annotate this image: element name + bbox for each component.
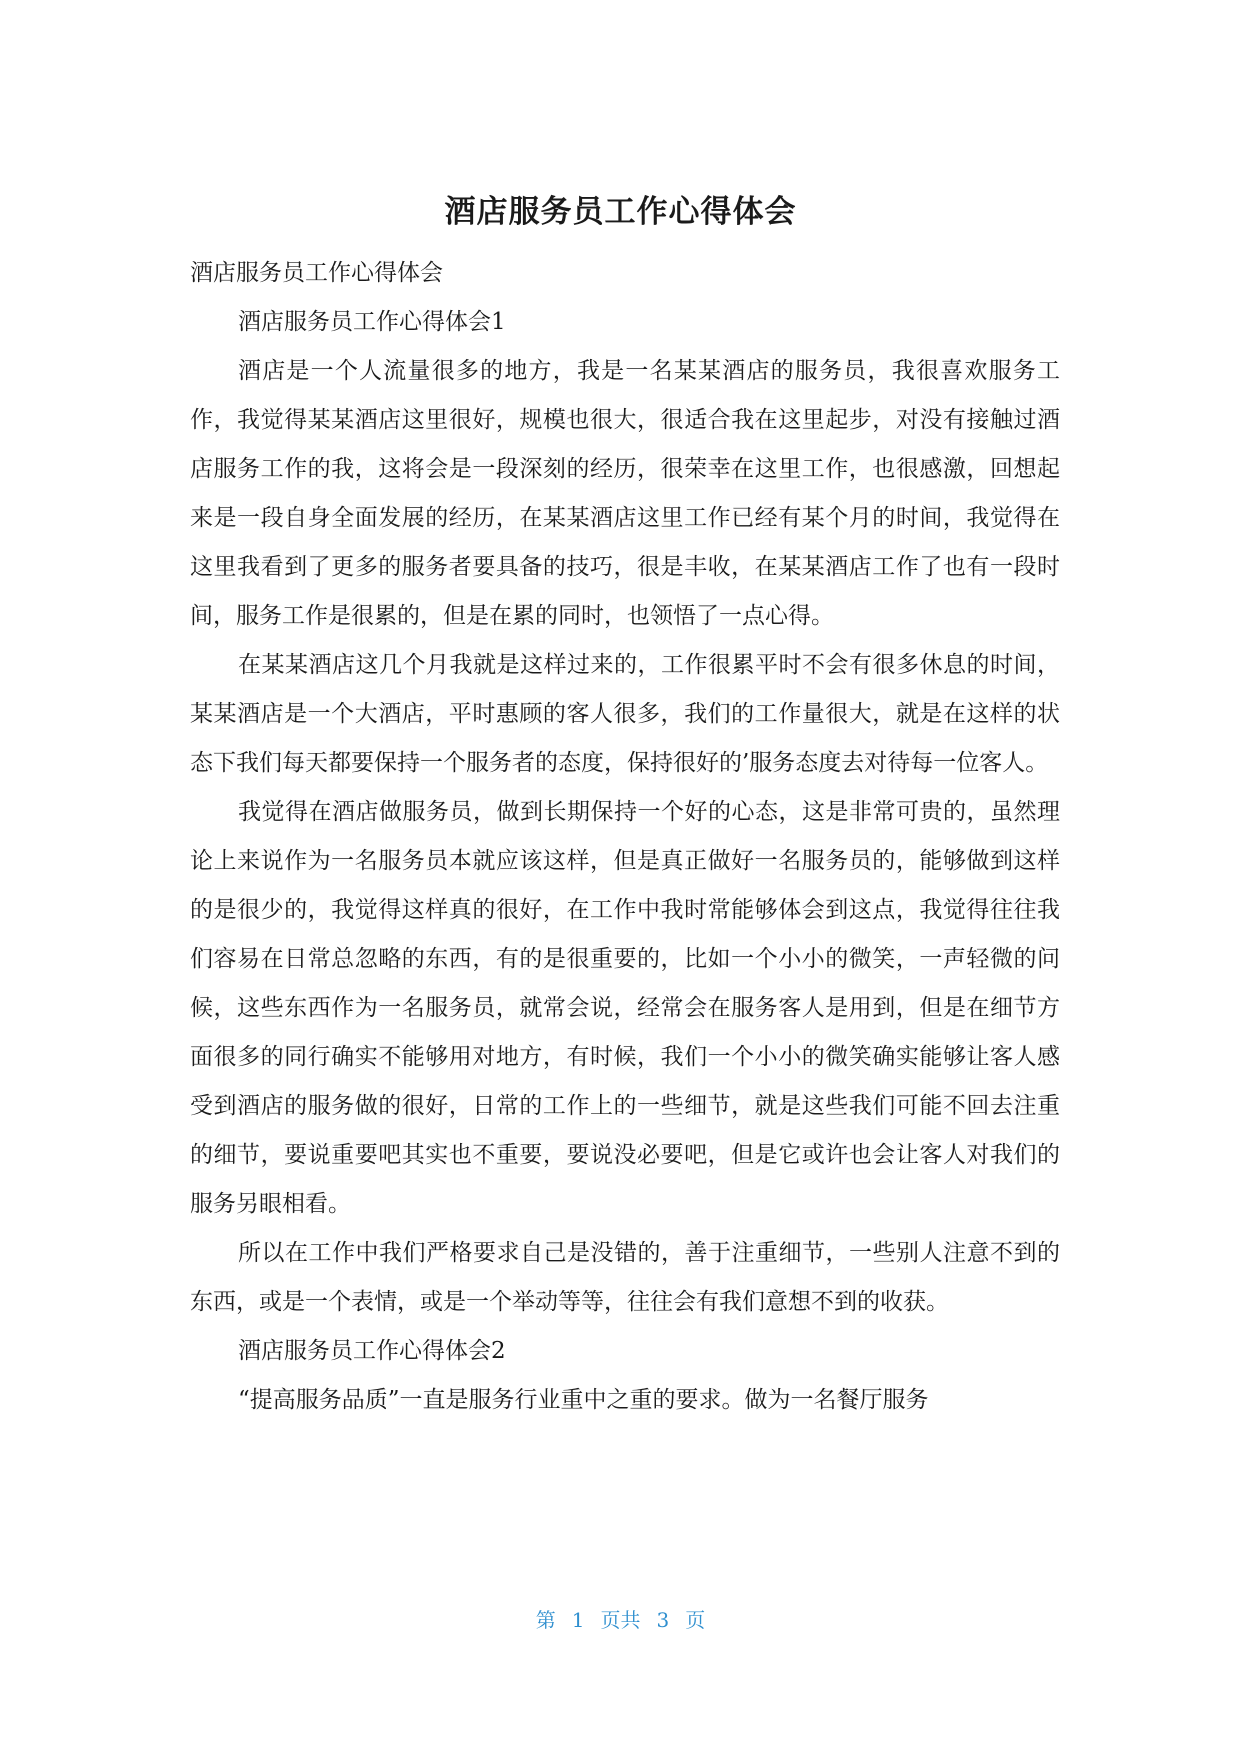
footer-ye-gong: 页共	[600, 1608, 641, 1632]
body-paragraph: 所以在工作中我们严格要求自己是没错的，善于注重细节，一些别人注意不到的东西，或是一个表情，或是一个举动等等，往往会有我们意想不到的收获。	[190, 1240, 1060, 1315]
body-paragraph: 我觉得在酒店做服务员，做到长期保持一个好的心态，这是非常可贵的，虽然理论上来说作为一名服务员本就应该这样，但是真正做好一名服务员的，能够做到这样的是很少的，我觉得这样真的很好，在工作中我时常能够体会到这点，我觉得往往我们容易在日常总忽略的东西，有的是很重要的，比如一个小小的微笑，一声轻微的问候，这些东西作为一名服务员，就常会说，经常会在服务客人是用到，但是在细节方面很多的同行确实不能够用对地方，有时候，我们一个小小的微笑确实能够让客人感受到酒店的服务做的很好，日常的工作上的一些细节，就是这些我们可能不回去注重的细节，要说重要吧其实也不重要，要说没必要吧，但是它或许也会让客人对我们的服务另眼相看。	[190, 799, 1060, 1217]
footer-current-page: 1	[571, 1608, 585, 1632]
document-title: 酒店服务员工作心得体会	[444, 194, 797, 230]
footer-ye: 页	[685, 1608, 706, 1632]
subtitle-paragraph: 酒店服务员工作心得体会	[190, 260, 443, 286]
page-footer	[0, 1604, 1241, 1633]
body-paragraph: “提高服务品质”一直是服务行业重中之重的要求。做为一名餐厅服务	[238, 1387, 929, 1413]
body-paragraph: 酒店是一个人流量很多的地方，我是一名某某酒店的服务员，我很喜欢服务工作，我觉得某某酒店这里很好，规模也很大，很适合我在这里起步，对没有接触过酒店服务工作的我，这将会是一段深刻的经历，很荣幸在这里工作，也很感激，回想起来是一段自身全面发展的经历，在某某酒店这里工作已经有某个月的时间，我觉得在这里我看到了更多的服务者要具备的技巧，很是丰收，在某某酒店工作了也有一段时间，服务工作是很累的，但是在累的同时，也领悟了一点心得。	[190, 358, 1060, 629]
section-heading-2: 酒店服务员工作心得体会2	[238, 1338, 506, 1364]
section-heading-1: 酒店服务员工作心得体会1	[238, 309, 506, 335]
document-body	[190, 249, 1060, 1425]
body-paragraph: 在某某酒店这几个月我就是这样过来的，工作很累平时不会有很多休息的时间，某某酒店是一个大酒店，平时惠顾的客人很多，我们的工作量很大，就是在这样的状态下我们每天都要保持一个服务者的态度，保持很好的’服务态度去对待每一位客人。	[190, 652, 1060, 776]
footer-di: 第	[535, 1608, 556, 1632]
footer-total-pages: 3	[656, 1608, 670, 1632]
